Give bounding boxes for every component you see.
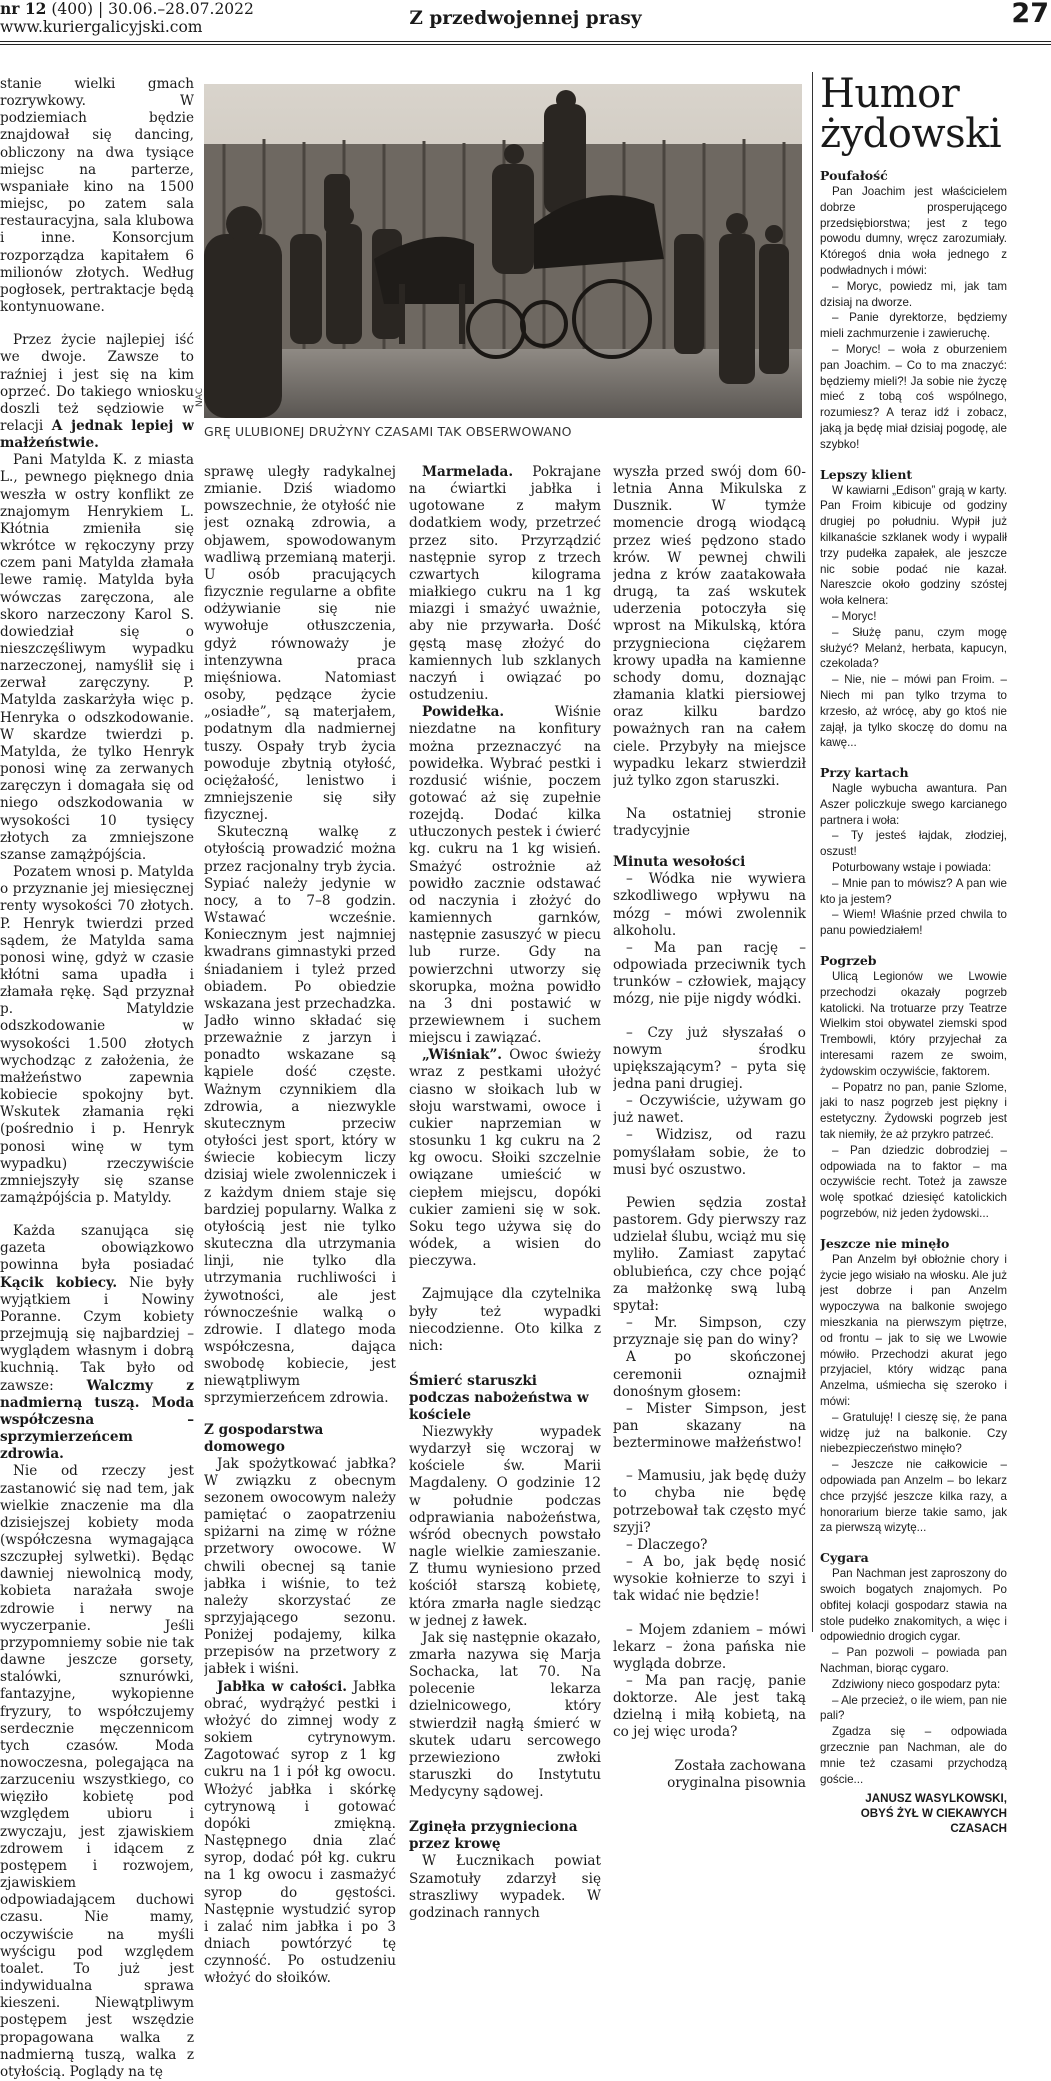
joke-title: Przy kartach	[820, 765, 909, 781]
humor-title: Humor żydowski	[820, 72, 1002, 157]
paragraph: Niezwykły wypadek wydarzył się wczoraj w kościele św. Marii Magdaleny. O godzinie 12 w południe podczas odprawiania nabożeństwa, wśród obecnych powstało nagle wielkie zamieszanie. Z tłumu wyniesiono przed kościół starszą kobietę, która zmarła nagle siedząc w jednej z ławek.	[409, 1423, 601, 1629]
paragraph: Nie od rzeczy jest zastanowić się nad tem, jak wielkie znaczenie ma dla dzisiejszej kobiety moda (współczesna wymagająca szczupłej sylwetki). Będąc dawniej niewolnicą mody, kobieta narażała swoje zdrowie i nerwy na wyczerpanie. Jeśli przypomniemy sobie nie tak dawne jeszcze gorsety, stalówki, sznurówki, fantazyjne, wykopienne fryzury, to współczujemy serdecznie męczennicom tych czasów. Moda nowoczesna, polegająca na zarzuceniu wszystkiego, co więziło kobietę pod względem ubioru i zwyczaju, jest zjawiskiem zdrowem i idącem z postępem i rozwojem, zjawiskiem odpowiadającem duchowi czasu. Nie mamy, oczywiście na myśli wyścigu pod względem toalet. To już jest indywidualna sprawa kieszeni. Niewątpliwym postępem jest wszędzie propagowana walka z nadmierną tuszą, walka z otyłością. Poglądy na tę	[0, 1463, 194, 2080]
joke-line: – Wódka nie wywiera szkodliwego wpływu na mózg – mówi zwolennik alkoholu.	[613, 871, 806, 939]
joke-line: – Oczywiście, używam go już nawet.	[613, 1093, 806, 1127]
joke-line: – Mojem zdaniem – mówi lekarz – żona pańska nie wygląda dobrze.	[613, 1621, 806, 1672]
joke-line: – Czy już słyszałaś o nowym środku upiększającym? – pyta się jedna pani drugiej.	[613, 1024, 806, 1092]
joke-line: – A bo, jak będę nosić wysokie kołnierze to szyi i tak widać nie będzie!	[613, 1554, 806, 1605]
joke-paragraph: Nagle wybucha awantura. Pan Aszer policzkuje swego karcianego partnera i woła:	[820, 782, 1007, 827]
joke-title: Pogrzeb	[820, 953, 877, 969]
joke-paragraph: – Gratuluję! I cieszę się, że pana widzę już na balkonie. Czy niebezpieczeństwo minęło?	[820, 1410, 1007, 1456]
joke-line: – Dlaczego?	[626, 1536, 708, 1553]
joke-line: – Mister Simpson, jest pan skazany na bezterminowe małżeństwo!	[613, 1400, 806, 1452]
joke-line: A po skończonej ceremonii oznajmił donośnym głosem:	[613, 1349, 806, 1400]
paragraph: Przez życie najlepiej iść we dwoje. Zawsze to raźniej i jest się na kim oprzeć. Do takiego wniosku doszli też sędziowie w relacji A jednak lepiej w małżeństwie.	[0, 332, 194, 452]
joke-paragraph: – Ale przecież, o ile wiem, pan nie pali?	[820, 1693, 1007, 1723]
joke-line: – Ma pan rację – odpowiada przeciwnik tych trunków – człowiek, mający mózg, nie pije nigdy wódki.	[613, 939, 806, 1008]
section-title: Z przedwojennej prasy	[409, 8, 642, 29]
header-rule	[0, 41, 1051, 42]
subheading: Minuta wesołości	[613, 854, 746, 871]
joke-paragraph: – Nie, nie – mówi pan Froim. – Niech mi pan tylko trzyma to krzesło, aż wrócę, aby go ktoś nie zajął, ja tylko skoczę do domu na kawę...	[820, 673, 1007, 750]
header-rule-2	[0, 44, 1051, 45]
joke-title: Poufałość	[820, 168, 888, 183]
historical-photo	[204, 84, 802, 418]
joke-paragraph: W kawiarni „Edison” grają w karty. Pan Froim kibicuje od godziny drugiej po południu. Wypił już kilkanaście szklanek wody i wypalił trzy pudełka zapałek, ale jeszcze nic sobie podać nie kazał. Nareszcie około godziny szóstej woła kelnera:	[820, 483, 1007, 608]
joke-title: Lepszy klient	[820, 466, 913, 482]
joke-paragraph: Poturbowany wstaje i powiada:	[832, 861, 992, 875]
joke-line: – Ma pan rację, panie doktorze. Ale jest taką dzielną i miłą kobietą, na co jej więc uroda?	[613, 1673, 806, 1741]
photo-caption: GRĘ ULUBIONEJ DRUŻYNY CZASAMI TAK OBSERWOWANO	[204, 424, 572, 439]
paragraph: wyszła przed swój dom 60-letnia Anna Mikulska z Dusznik. W tymże momencie drogą wiodącą przez wieś pędzono stado krów. W pewnej chwili jedna z krów zaatakowała drugą, ta zaś wskutek uderzenia potoczyła się wprost na Mikulską, która przygnieciona ciężarem krowy upadła na kamienne schody domu, doznając złamania klatki piersiowej oraz kilku bardzo poważnych ran na całem ciele. Przybyły na miejsce wypadku lekarz stwierdził już tylko zgon staruszki.	[613, 464, 806, 789]
paragraph: stanie wielki gmach rozrywkowy. W podziemiach będzie znajdował się dancing, obliczony na dwa tysiące miejsc na parterze, wspaniałe kino na 1500 miejsc, po zatem sala restauracyjna, sala klubowa i inne. Konsorcjum rozporządza kapitałem 6 milionów złotych. Według pogłosek, pertraktacje będą kontynuowane.	[0, 76, 194, 316]
photo-illustration	[204, 84, 802, 418]
joke-paragraph: Ulicą Legionów we Lwowie przechodzi okazały pogrzeb katolicki. Na trotuarze przy Teatrze Wielkim stoi obywatel ziemski spod Trembowli, który przyjechał za interesami razem ze swoim, żydowskim oczywiście, faktorem.	[820, 970, 1007, 1078]
joke-paragraph: – Panie dyrektorze, będziemy mieli zachmurzenie i zawieruchę.	[820, 311, 1007, 341]
paragraph: „Wiśniak”. Owoc świeży wraz z pestkami ułożyć ciasno w słoikach lub w słoju warstwami, owoce i cukier naprzemian w stosunku 1 kg cukru na 2 kg owocu. Słoiki szczelnie owiązane umieścić w ciepłem miejscu, dopóki cukier zamieni się w sok. Soku tego używa się do wódek, a wisien do pieczywa.	[409, 1047, 601, 1270]
paragraph: Zajmujące dla czytelnika były też wypadki niecodzienne. Oto kilka z nich:	[409, 1286, 601, 1354]
joke-paragraph: – Moryc! – woła z oburzeniem pan Joachim. – Co to ma znaczyć: będziemy mieli?! Ja sobie nie życzę mieć z tobą coś wspólnego, rozumiesz? A teraz idź i zobacz, jaką ja będę miał dzisiaj pogodę, ale szybko!	[820, 342, 1007, 451]
joke-paragraph: – Moryc!	[832, 609, 877, 623]
author-signature: JANUSZ WASYLKOWSKI, OBYŚ ŻYŁ W CIEKAWYCH CZASACH	[860, 1792, 1007, 1836]
joke-line: – Mr. Simpson, czy przyznaje się pan do winy?	[613, 1315, 806, 1349]
joke-paragraph: Zgadza się – odpowiada grzecznie pan Nachman, ale do mnie też czasami przychodzą goście...	[820, 1725, 1007, 1786]
joke-paragraph: – Jeszcze nie całkowicie – odpowiada pan Anzelm – bo lekarz chce przyjść jeszcze kilka razy, a honorarium bierze takie samo, jak za pierwszą wizytę...	[820, 1458, 1007, 1535]
subheading: Z gospodarstwa domowego	[204, 1421, 324, 1455]
article-column-4	[613, 464, 806, 1792]
page-number: 27	[1011, 0, 1049, 29]
article-column-1	[0, 76, 194, 2081]
joke-line: Pewien sędzia został pastorem. Gdy pierwszy raz udzielał ślubu, wciąż mu się myliło. Zamiast zapytać oblubieńca, czy chce pojąć za małżonkę swą lubą spytał:	[613, 1194, 806, 1314]
joke-paragraph: Zdziwiony nieco gospodarz pyta:	[832, 1677, 1001, 1691]
joke-line: – Mamusiu, jak będę duży to chyba nie będę potrzebował tak często myć szyji?	[613, 1468, 806, 1536]
joke-paragraph: Pan Joachim jest właścicielem dobrze prosperującego przedsiębiorstwa; jest z tego powodu dumny, wręcz zarozumiały. Któregoś dnia woła jednego z podwładnych i mówi:	[820, 185, 1007, 277]
joke-paragraph: Pan Anzelm był obłożnie chory i życie jego wisiało na włosku. Ale już jest dobrze i pan Anzelm wypoczywa na balkonie swojego mieszkania na pierwszym piętrze, od frontu – jak to się we Lwowie mówiło. Przechodzi akurat jego przyjaciel, który widząc pana Anzelma, uśmiecha się szeroko i mówi:	[820, 1252, 1007, 1408]
paragraph: sprawę uległy radykalnej zmianie. Dziś wiadomo powszechnie, że otyłość nie jest oznaką zdrowia, a objawem, spowodowanym wadliwą przemianą materji. U osób pracujących fizycznie regularne a obfite odżywianie się nie wywołuje otłuszczenia, gdyż równoważy je intenzywna praca mięśniowa. Natomiast osoby, pędzące życie „osiadłe”, są materjałem, podatnym dla nadmiernej tuszy. Ospały tryb życia powoduje zbytnią otyłość, ociężałość, lenistwo i zmniejszenie się siły fizycznej.	[204, 464, 396, 824]
paragraph: Jak spożytkować jabłka? W związku z obecnym sezonem owocowym należy pamiętać o zaopatrzeniu spiżarni na zimę w różne przetwory owocowe. W chwili obecnej są tanie jabłka i wiśnie, to też należy skorzystać ze sprzyjającego sezonu. Poniżej podajemy, kilka przepisów na przetwory z jabłek i wiśni.	[204, 1455, 396, 1678]
paragraph: Pani Matylda K. z miasta L., pewnego pięknego dnia weszła w ostry konflikt ze znajomym Henrykiem L. Kłótnia zmieniła się wkrótce w rękoczyny przy czem pani Matylda złamała lewe ramię. Matylda była wówczas zaręczona, ale skoro narzeczony Karol S. dowiedział się o nieszczęśliwym wypadku narzeczonej, namyślił się i zerwał zaręczyny. P. Matylda zaskarżyła więc p. Henryka o odszkodowanie. W skardze twierdzi p. Matylda, że tylko Henryk ponosi winę za zerwanych zaręczyn i domagała się od niego odszkodowania w wysokości 10 tysięcy złotych za zmniejszone szanse zamążpójścia.	[0, 452, 194, 863]
paragraph: Pozatem wnosi p. Matylda o przyznanie jej miesięcznej renty wysokości 70 złotych. P. Henryk twierdzi przed sądem, że Matylda sama ponosi winę, gdyż w czasie kłótni sama upadła i złamała rękę. Sąd przyznał p. Matyldzie odszkodowanie w wysokości 1.500 złotych wychodząc z założenia, że małżeństwo zapewnia kobiecie spokojny byt. Wskutek złamania ręki (pośrednio i p. Henryk ponosi winę w tym wypadku) rzeczywiście zmniejszyły się szanse zamążpójścia p. Matyldy.	[0, 864, 194, 1206]
joke-paragraph: Pan Nachman jest zaproszony do swoich bogatych znajomych. Po obfitej kolacji gospodarz stawia na stole pudełko znakomitych, a więc i odpowiednio drogich cygar.	[820, 1567, 1007, 1644]
subheading: Zginęła przygnieciona przez krowę	[409, 1819, 578, 1853]
joke-paragraph: – Mnie pan to mówisz? A pan wie kto ja jestem?	[820, 876, 1007, 906]
paragraph: W Łucznikach powiat Szamotuły zdarzył się straszliwy wypadek. W godzinach rannych	[409, 1853, 601, 1921]
paragraph: Marmelada. Pokrajane na ćwiartki jabłka i ugotowane z małym dodatkiem wody, przetrzeć przez sito. Przyrządzić następnie syrop z trzech czwartych kilograma miałkiego cukru na 1 kg miazgi i smażyć uważnie, aby nie przywarła. Dość gęstą masę złożyć do kamiennych lub szklanych naczyń i owiązać po ostudzeniu.	[409, 464, 601, 704]
subheading: Śmierć staruszki podczas nabożeństwa w kościele	[409, 1372, 589, 1423]
joke-paragraph: – Moryc, powiedz mi, jak tam dzisiaj na dworze.	[820, 279, 1007, 309]
joke-line: – Widzisz, od razu pomyślałam sobie, że to musi być oszustwo.	[613, 1127, 806, 1178]
joke-paragraph: – Pan dziedzic dobrodziej – odpowiada na to faktor – ma oczywiście recht. Toteż ja zawsze wolę spotkać dziesięć katolickich pogrzebów, niż jeden żydowski...	[820, 1143, 1007, 1221]
spelling-note: Została zachowana oryginalna pisownia	[667, 1757, 806, 1791]
column-divider	[812, 72, 813, 1632]
paragraph: Jabłka w całości. Jabłka obrać, wydrążyć pestki i włożyć do zimnej wody z sokiem cytrynowym. Zagotować syrop z 1 kg cukru na 1 i pół kg owocu. Włożyć jabłka i skórkę cytrynową i gotować dopóki zmiękną. Następnego dnia zlać syrop, dodać pół kg. cukru na 1 kg owocu i zasmażyć syrop do gęstości. Następnie wystudzić syrop i zalać nim jabłka i po 3 dniach powtórzyć tę czynność. Po ostudzeniu włożyć do słoików.	[204, 1678, 396, 1987]
humor-sidebar	[820, 72, 1007, 1836]
article-column-2	[204, 464, 396, 1987]
joke-paragraph: – Ty jesteś łajdak, złodziej, oszust!	[820, 829, 1007, 859]
article-column-3	[409, 464, 601, 1922]
joke-title: Cygara	[820, 1550, 869, 1566]
joke-paragraph: – Popatrz no pan, panie Szlome, jaki to nasz pogrzeb jest piękny i estetyczny. Żydowski pogrzeb jest tak niemiły, że aż przykro patrzeć.	[820, 1080, 1007, 1142]
joke-paragraph: – Służę panu, czym mogę służyć? Melanż, herbata, kapucyn, czekolada?	[820, 625, 1007, 671]
paragraph: Skuteczną walkę z otyłością prowadzić można przez racjonalny tryb życia. Sypiać należy jedynie w nocy, a to 7–8 godzin. Wstawać wcześnie. Koniecznym jest najmniej kwadrans gimnastyki przed śniadaniem i tyleż przed obiadem. Po obiedzie wskazana jest przechadzka. Jadło winno składać się przeważnie z jarzyn i ponadto wskazane są kąpiele dość częste. Ważnym czynnikiem dla zdrowia, a niezwykle skutecznym przeciw otyłości jest sport, który w świecie kobiecym liczy dzisiaj wiele zwolenniczek i z każdym dniem staje się bardziej popularny. Walka z otyłością jest nie tylko skuteczna dla utrzymania linji, nie tylko dla utrzymania ruchliwości i żywotności, ale jest równocześnie walką o zdrowie. I dlatego moda współczesna, dająca swobodę kobiecie, jest niewątpliwym sprzymierzeńcem zdrowia.	[204, 824, 396, 1407]
joke-paragraph: – Wiem! Właśnie przed chwila to panu powiedziałem!	[820, 908, 1007, 938]
photo-credit: NAC	[195, 388, 205, 408]
paragraph: Na ostatniej stronie tradycyjnie	[613, 805, 806, 840]
paragraph: Powidełka. Wiśnie niezdatne na konfitury można przeznaczyć na powidełka. Wybrać pestki i rozdusić wiśnie, poczem gotować aż się zupełnie rozejdą. Dodać kilka utłuczonych pestek i ćwierć kg. cukru na 1 kg wisień. Smażyć ostrożnie aż powidło zacznie odstawać od naczynia i złożyć do kamiennych garnków, następnie zasuszyć w piecu lub rurze. Gdy na powierzchni utworzy się skorupka, można powidło na 3 dni postawić w przewiewnem i suchem miejscu i zawiązać.	[409, 704, 601, 1047]
website-link[interactable]: www.kuriergalicyjski.com	[0, 18, 203, 36]
joke-title: Jeszcze nie minęło	[820, 1235, 950, 1251]
issue-number: nr 12 (400) | 30.06.–28.07.2022	[0, 0, 254, 18]
paragraph: Jak się następnie okazało, zmarła nazywa się Marja Sochacka, lat 70. Na polecenie lekarza dzielnicowego, który stwierdził nagłą śmierć w skutek udaru sercowego przewieziono zwłoki staruszki do Instytutu Medycyny sądowej.	[409, 1629, 601, 1801]
joke-paragraph: – Pan pozwoli – powiada pan Nachman, biorąc cygaro.	[820, 1646, 1007, 1675]
paragraph: Każda szanująca się gazeta obowiązkowo powinna była posiadać Kącik kobiecy. Nie były wyjątkiem i Nowiny Poranne. Czym kobiety przejmują się najbardziej – wyglądem własnym i dobrą kuchnią. Tak było od zawsze: Walczmy z nadmierną tuszą. Moda współczesna – sprzymierzeńcem zdrowia.	[0, 1223, 194, 1463]
